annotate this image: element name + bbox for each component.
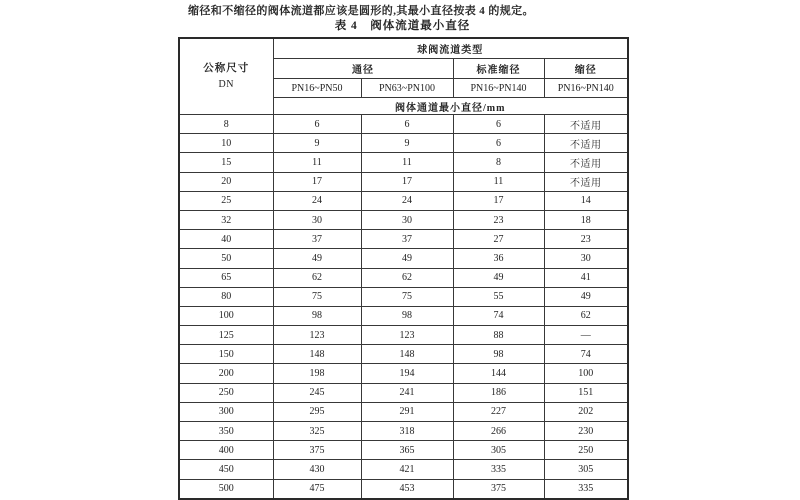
diameter-value-cell: 250 [544, 441, 628, 460]
diameter-value-cell: 11 [273, 153, 361, 172]
dn-cell: 50 [179, 249, 273, 268]
table-row [179, 249, 628, 268]
table-row [179, 364, 628, 383]
diameter-value-cell: 37 [361, 230, 453, 249]
diameter-value-cell: 23 [544, 230, 628, 249]
unit-header-cell: 阀体通道最小直径/mm [273, 98, 628, 115]
diameter-value-cell: — [544, 326, 628, 345]
table-row [179, 383, 628, 402]
diameter-value-cell: 295 [273, 402, 361, 421]
diameter-value-cell: 194 [361, 364, 453, 383]
diameter-value-cell: 30 [273, 210, 361, 229]
diameter-value-cell: 241 [361, 383, 453, 402]
table-row [179, 422, 628, 441]
diameter-value-cell: 198 [273, 364, 361, 383]
pn-range-header-cell: PN16~PN140 [453, 79, 544, 98]
table-row [179, 345, 628, 364]
diameter-value-cell: 148 [273, 345, 361, 364]
diameter-value-cell: 30 [361, 210, 453, 229]
table-row [179, 191, 628, 210]
diameter-value-cell: 17 [453, 191, 544, 210]
diameter-value-cell: 不适用 [544, 172, 628, 191]
dn-cell: 300 [179, 402, 273, 421]
diameter-value-cell: 17 [273, 172, 361, 191]
dn-cell: 80 [179, 287, 273, 306]
diameter-value-cell: 325 [273, 422, 361, 441]
diameter-value-cell: 55 [453, 287, 544, 306]
pn-range-header-cell: PN16~PN140 [544, 79, 628, 98]
diameter-value-cell: 41 [544, 268, 628, 287]
table-row [179, 441, 628, 460]
diameter-value-cell: 6 [361, 115, 453, 134]
dn-cell: 100 [179, 306, 273, 325]
table-title: 表 4 阀体流道最小直径 [334, 20, 471, 32]
group-header-cell: 球阀流道类型 [273, 38, 628, 59]
diameter-value-cell: 305 [453, 441, 544, 460]
table-row [179, 172, 628, 191]
diameter-value-cell: 11 [361, 153, 453, 172]
dn-cell: 350 [179, 422, 273, 441]
diameter-value-cell: 291 [361, 402, 453, 421]
diameter-value-cell: 318 [361, 422, 453, 441]
diameter-value-cell: 98 [273, 306, 361, 325]
diameter-value-cell: 375 [273, 441, 361, 460]
subgroup-header-cell: 标准缩径 [453, 59, 544, 79]
table-row [179, 134, 628, 153]
diameter-value-cell: 100 [544, 364, 628, 383]
diameter-value-cell: 不适用 [544, 134, 628, 153]
diameter-value-cell: 6 [273, 115, 361, 134]
diameter-value-cell: 227 [453, 402, 544, 421]
diameter-value-cell: 144 [453, 364, 544, 383]
diameter-value-cell: 62 [544, 306, 628, 325]
diameter-value-cell: 49 [453, 268, 544, 287]
diameter-value-cell: 14 [544, 191, 628, 210]
dn-cell: 400 [179, 441, 273, 460]
dn-cell: 40 [179, 230, 273, 249]
diameter-value-cell: 49 [544, 287, 628, 306]
table-row [179, 115, 628, 134]
table-row [179, 287, 628, 306]
diameter-value-cell: 62 [273, 268, 361, 287]
diameter-value-cell: 186 [453, 383, 544, 402]
table-row [179, 326, 628, 345]
diameter-value-cell: 49 [361, 249, 453, 268]
diameter-value-cell: 123 [273, 326, 361, 345]
diameter-value-cell: 151 [544, 383, 628, 402]
dn-cell: 150 [179, 345, 273, 364]
diameter-value-cell: 335 [453, 460, 544, 479]
diameter-value-cell: 453 [361, 479, 453, 499]
diameter-value-cell: 430 [273, 460, 361, 479]
table-row [179, 210, 628, 229]
dn-cell: 450 [179, 460, 273, 479]
diameter-value-cell: 98 [361, 306, 453, 325]
diameter-value-cell: 9 [361, 134, 453, 153]
min-diameter-table [178, 37, 629, 500]
diameter-value-cell: 27 [453, 230, 544, 249]
dn-cell: 65 [179, 268, 273, 287]
dn-cell: 32 [179, 210, 273, 229]
diameter-value-cell: 75 [361, 287, 453, 306]
diameter-value-cell: 475 [273, 479, 361, 499]
diameter-value-cell: 375 [453, 479, 544, 499]
diameter-value-cell: 75 [273, 287, 361, 306]
corner-header-line2: DN [218, 78, 234, 90]
diameter-value-cell: 8 [453, 153, 544, 172]
pn-range-header-cell: PN16~PN50 [273, 79, 361, 98]
table-row [179, 402, 628, 421]
diameter-value-cell: 123 [361, 326, 453, 345]
diameter-value-cell: 37 [273, 230, 361, 249]
diameter-value-cell: 365 [361, 441, 453, 460]
diameter-value-cell: 148 [361, 345, 453, 364]
diameter-value-cell: 不适用 [544, 115, 628, 134]
corner-header-cell [179, 38, 273, 115]
diameter-value-cell: 49 [273, 249, 361, 268]
header-row-group [179, 38, 628, 59]
table-header [179, 38, 628, 115]
table-body [179, 115, 628, 499]
diameter-value-cell: 36 [453, 249, 544, 268]
table-row [179, 153, 628, 172]
diameter-value-cell: 24 [361, 191, 453, 210]
dn-cell: 10 [179, 134, 273, 153]
dn-cell: 25 [179, 191, 273, 210]
diameter-value-cell: 266 [453, 422, 544, 441]
corner-header-line1: 公称尺寸 [203, 63, 250, 75]
intro-paragraph: 缩径和不缩径的阀体流道都应该是圆形的,其最小直径按表 4 的规定。 [188, 5, 534, 17]
diameter-value-cell: 88 [453, 326, 544, 345]
diameter-value-cell: 305 [544, 460, 628, 479]
diameter-value-cell: 62 [361, 268, 453, 287]
diameter-value-cell: 421 [361, 460, 453, 479]
dn-cell: 125 [179, 326, 273, 345]
subgroup-header-cell: 缩径 [544, 59, 628, 79]
diameter-value-cell: 74 [453, 306, 544, 325]
diameter-value-cell: 11 [453, 172, 544, 191]
diameter-value-cell: 18 [544, 210, 628, 229]
diameter-value-cell: 24 [273, 191, 361, 210]
diameter-value-cell: 74 [544, 345, 628, 364]
table-row [179, 460, 628, 479]
diameter-value-cell: 6 [453, 115, 544, 134]
table-row [179, 479, 628, 499]
dn-cell: 20 [179, 172, 273, 191]
diameter-value-cell: 不适用 [544, 153, 628, 172]
diameter-value-cell: 23 [453, 210, 544, 229]
diameter-value-cell: 6 [453, 134, 544, 153]
diameter-value-cell: 202 [544, 402, 628, 421]
table-row [179, 268, 628, 287]
subgroup-header-cell: 通径 [273, 59, 453, 79]
pn-range-header-cell: PN63~PN100 [361, 79, 453, 98]
dn-cell: 200 [179, 364, 273, 383]
dn-cell: 15 [179, 153, 273, 172]
dn-cell: 250 [179, 383, 273, 402]
diameter-value-cell: 17 [361, 172, 453, 191]
diameter-value-cell: 98 [453, 345, 544, 364]
diameter-value-cell: 245 [273, 383, 361, 402]
diameter-value-cell: 9 [273, 134, 361, 153]
dn-cell: 8 [179, 115, 273, 134]
diameter-value-cell: 230 [544, 422, 628, 441]
diameter-value-cell: 335 [544, 479, 628, 499]
dn-cell: 500 [179, 479, 273, 499]
table-row [179, 230, 628, 249]
diameter-value-cell: 30 [544, 249, 628, 268]
table-row [179, 306, 628, 325]
